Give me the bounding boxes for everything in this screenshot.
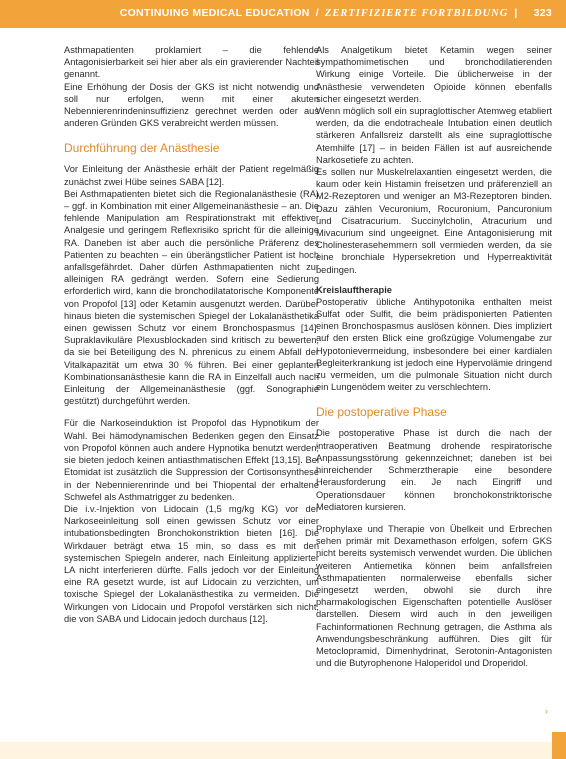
page-number: 323 (533, 7, 552, 19)
paragraph: Für die Narkoseinduktion ist Propofol das Hypnotikum der Wahl. Bei hämodynamischen Bedenken gegen den Einsatz von Propofol können auch andere Hypnotika benutzt werden; sie bieten jedoch keinen antiasthmatischen Effekt [13,15]. Bei Etomidat ist zusätzlich die Suppression der Cortisonsynthese in der Nebennierenrinde und bei Thiopental der erhaltene Schwefel als Asthmatrigger zu bedenken. (64, 418, 319, 502)
paragraph: Bei Asthmapatienten bietet sich die Regionalanästhesie (RA) – ggf. in Kombination mit einer Allgemeinanästhesie – an. Die fehlende Manipulation am Respirationstrakt mit effektiver Analgesie und geringem Reflexrisiko spricht für die alleinige RA. Daneben ist aber auch die persönliche Präferenz des Patienten zu beachten – ein überängstlicher Patient ist hoch anfallsgefährdet. Daher dürfen Asthmapatienten nicht zur alleinigen RA gedrängt werden. Sofern eine Sedierung erforderlich wird, kann die bronchodilatatorische Komponente von Propofol [13] oder Ketamin ausgenutzt werden. Darüber hinaus bieten die systemischen Spiegel der Lokalanästhetika einen gewissen Schutz vor einem Bronchospasmus [14]. Supraklavikuläre Plexusblockaden sind kritisch zu bewerten, da sie bei Beteiligung des N. phrenicus zu einem Abfall der Vitalkapazität um etwa 30 % führen. Bei einer geplanten Kombinationsanästhesie kann die RA in Einzelfall auch nach Einleitung der Allgemeinanästhesie (ggf. Sonographie gestützt) durchgeführt werden. (64, 188, 319, 407)
paragraph: Prophylaxe und Therapie von Übelkeit und Erbrechen sehen primär mit Dexamethason erfolgen, sofern GKS nicht bereits systemisch verwendet wurden. Die üblichen weiteren Antiemetika können beim anfallsfreien Asthmapatienten normalerweise ebenfalls sicher eingesetzt werden, obwohl sie durch ihre pharmakologischen Eigenschaften potentielle Auslöser darstellen. Diesem wird auch in den jeweiligen Fachinformationen Rechnung getragen, die Asthma als Anwendungsbeschränkung aufführen. Dies gilt für Metoclopramid, Dimenhydrinat, Serotonin-Antagonisten und die Butyrophenone Haloperidol und Droperidol. (316, 523, 552, 669)
running-header (120, 7, 552, 19)
section-heading-postoperative: Die postoperative Phase (316, 405, 447, 420)
paragraph: Asthmapatienten proklamiert – die fehlende Antagonisierbarkeit sei hier aber als ein gravierender Nachteil genannt. (64, 45, 319, 80)
header-page-separator: | (514, 7, 518, 19)
footer-bar (0, 742, 566, 759)
section-heading-anesthesia: Durchführung der Anästhesie (64, 141, 220, 156)
paragraph: Die i.v.-Injektion von Lidocain (1,5 mg/kg KG) vor der Narkoseeinleitung soll einen gewissen Schutz vor einer intubationsbedingten Bronchokonstriktion bieten [16]. Die Wirkdauer beträgt etwa 15 min, so dass es mit den systemischen Spiegeln anderer, nach Einleitung applizierter LA nicht interferieren dürfte. Falls jedoch vor der Einleitung eine RA gesetzt wurde, ist auf Lidocain zu verzichten, um toxische Spiegel der Lokalanästhestika zu vermeiden. Die Wirkungen von Lidocain und Propofol verstärken sich nicht, die von SABA und Lidocain jedoch durchaus [12]. (64, 503, 319, 624)
paragraph: Postoperativ übliche Antihypotonika enthalten meist Sulfat oder Sulfit, die beim prädisponierten Patienten einen Bronchospasmus auslösen können. Dies impliziert auf den ersten Blick eine großzügige Volumengabe zur Hypotonievermeidung, insbesondere bei einer kardialen Begleiterkrankung ist jedoch eine Hypervolämie dringend zu vermeiden, um die pulmonale Situation nicht durch ein Lungenödem weiter zu verschlechtern. (316, 296, 552, 393)
paragraph: Es sollen nur Muskelrelaxantien eingesetzt werden, die kaum oder kein Histamin freisetzen und präferenziell an M2-Rezeptoren und weniger an M3-Rezeptoren binden. Dazu zählen Vecuronium, Rocuronium, Pancuronium und Cisatracurium. Succinylcholin, Atracurium und Mivacurium sind ungeeignet. Eine Antagonisierung mit Cholinesterasehemmern soll vermieden werden, da sie eine bronchiale Hypersekretion und Hyperreaktivität bedingen. (316, 167, 552, 275)
header-section: CONTINUING MEDICAL EDUCATION (119, 7, 310, 19)
header-separator: / (315, 7, 319, 19)
paragraph: Eine Erhöhung der Dosis der GKS ist nicht notwendig und soll nur erfolgen, wenn mit einer akuten Nebennierenrindeninsuffizienz gerechnet werden oder aus anderen Gründen GKS verabreicht werden müssen. (64, 81, 319, 129)
paragraph: Die postoperative Phase ist durch die nach der intraoperativen Beatmung drohende respiratorische Anpassungsstörung gekennzeichnet; daneben ist bei hinreichender Schmerztherapie eine besondere Herausforderung ein. Je nach Eingriff und Operationsdauer können bronchokonstriktorische Mediatoren kursieren. (316, 428, 552, 512)
continue-arrow-icon: › (545, 706, 548, 716)
footer-accent (552, 732, 566, 759)
left-column (64, 44, 319, 625)
paragraph: Vor Einleitung der Anästhesie erhält der Patient regelmäßig zunächst zwei Hübe seines SABA [12]. (64, 164, 319, 187)
right-column (316, 44, 552, 669)
subheading-circulation: Kreislauftherapie (316, 284, 392, 295)
header-subsection: ZERTIFIZIERTE FORTBILDUNG (324, 8, 509, 19)
paragraph: Wenn möglich soll ein supraglottischer Atemweg etabliert werden, da die endotracheale Intubation einen deutlich stärkeren Anfallsreiz darstellt als eine supraglottische Atemhilfe [17] – in beiden Fällen ist auf ausreichende Narkosetiefe zu achten. (316, 106, 552, 165)
paragraph: Als Analgetikum bietet Ketamin wegen seiner sympathomimetischen und bronchodilatierenden Wirkung einige Vorteile. Die üblicherweise in der Anästhesie verwendeten Opioide können ebenfalls sicher eingesetzt werden. (316, 45, 552, 104)
